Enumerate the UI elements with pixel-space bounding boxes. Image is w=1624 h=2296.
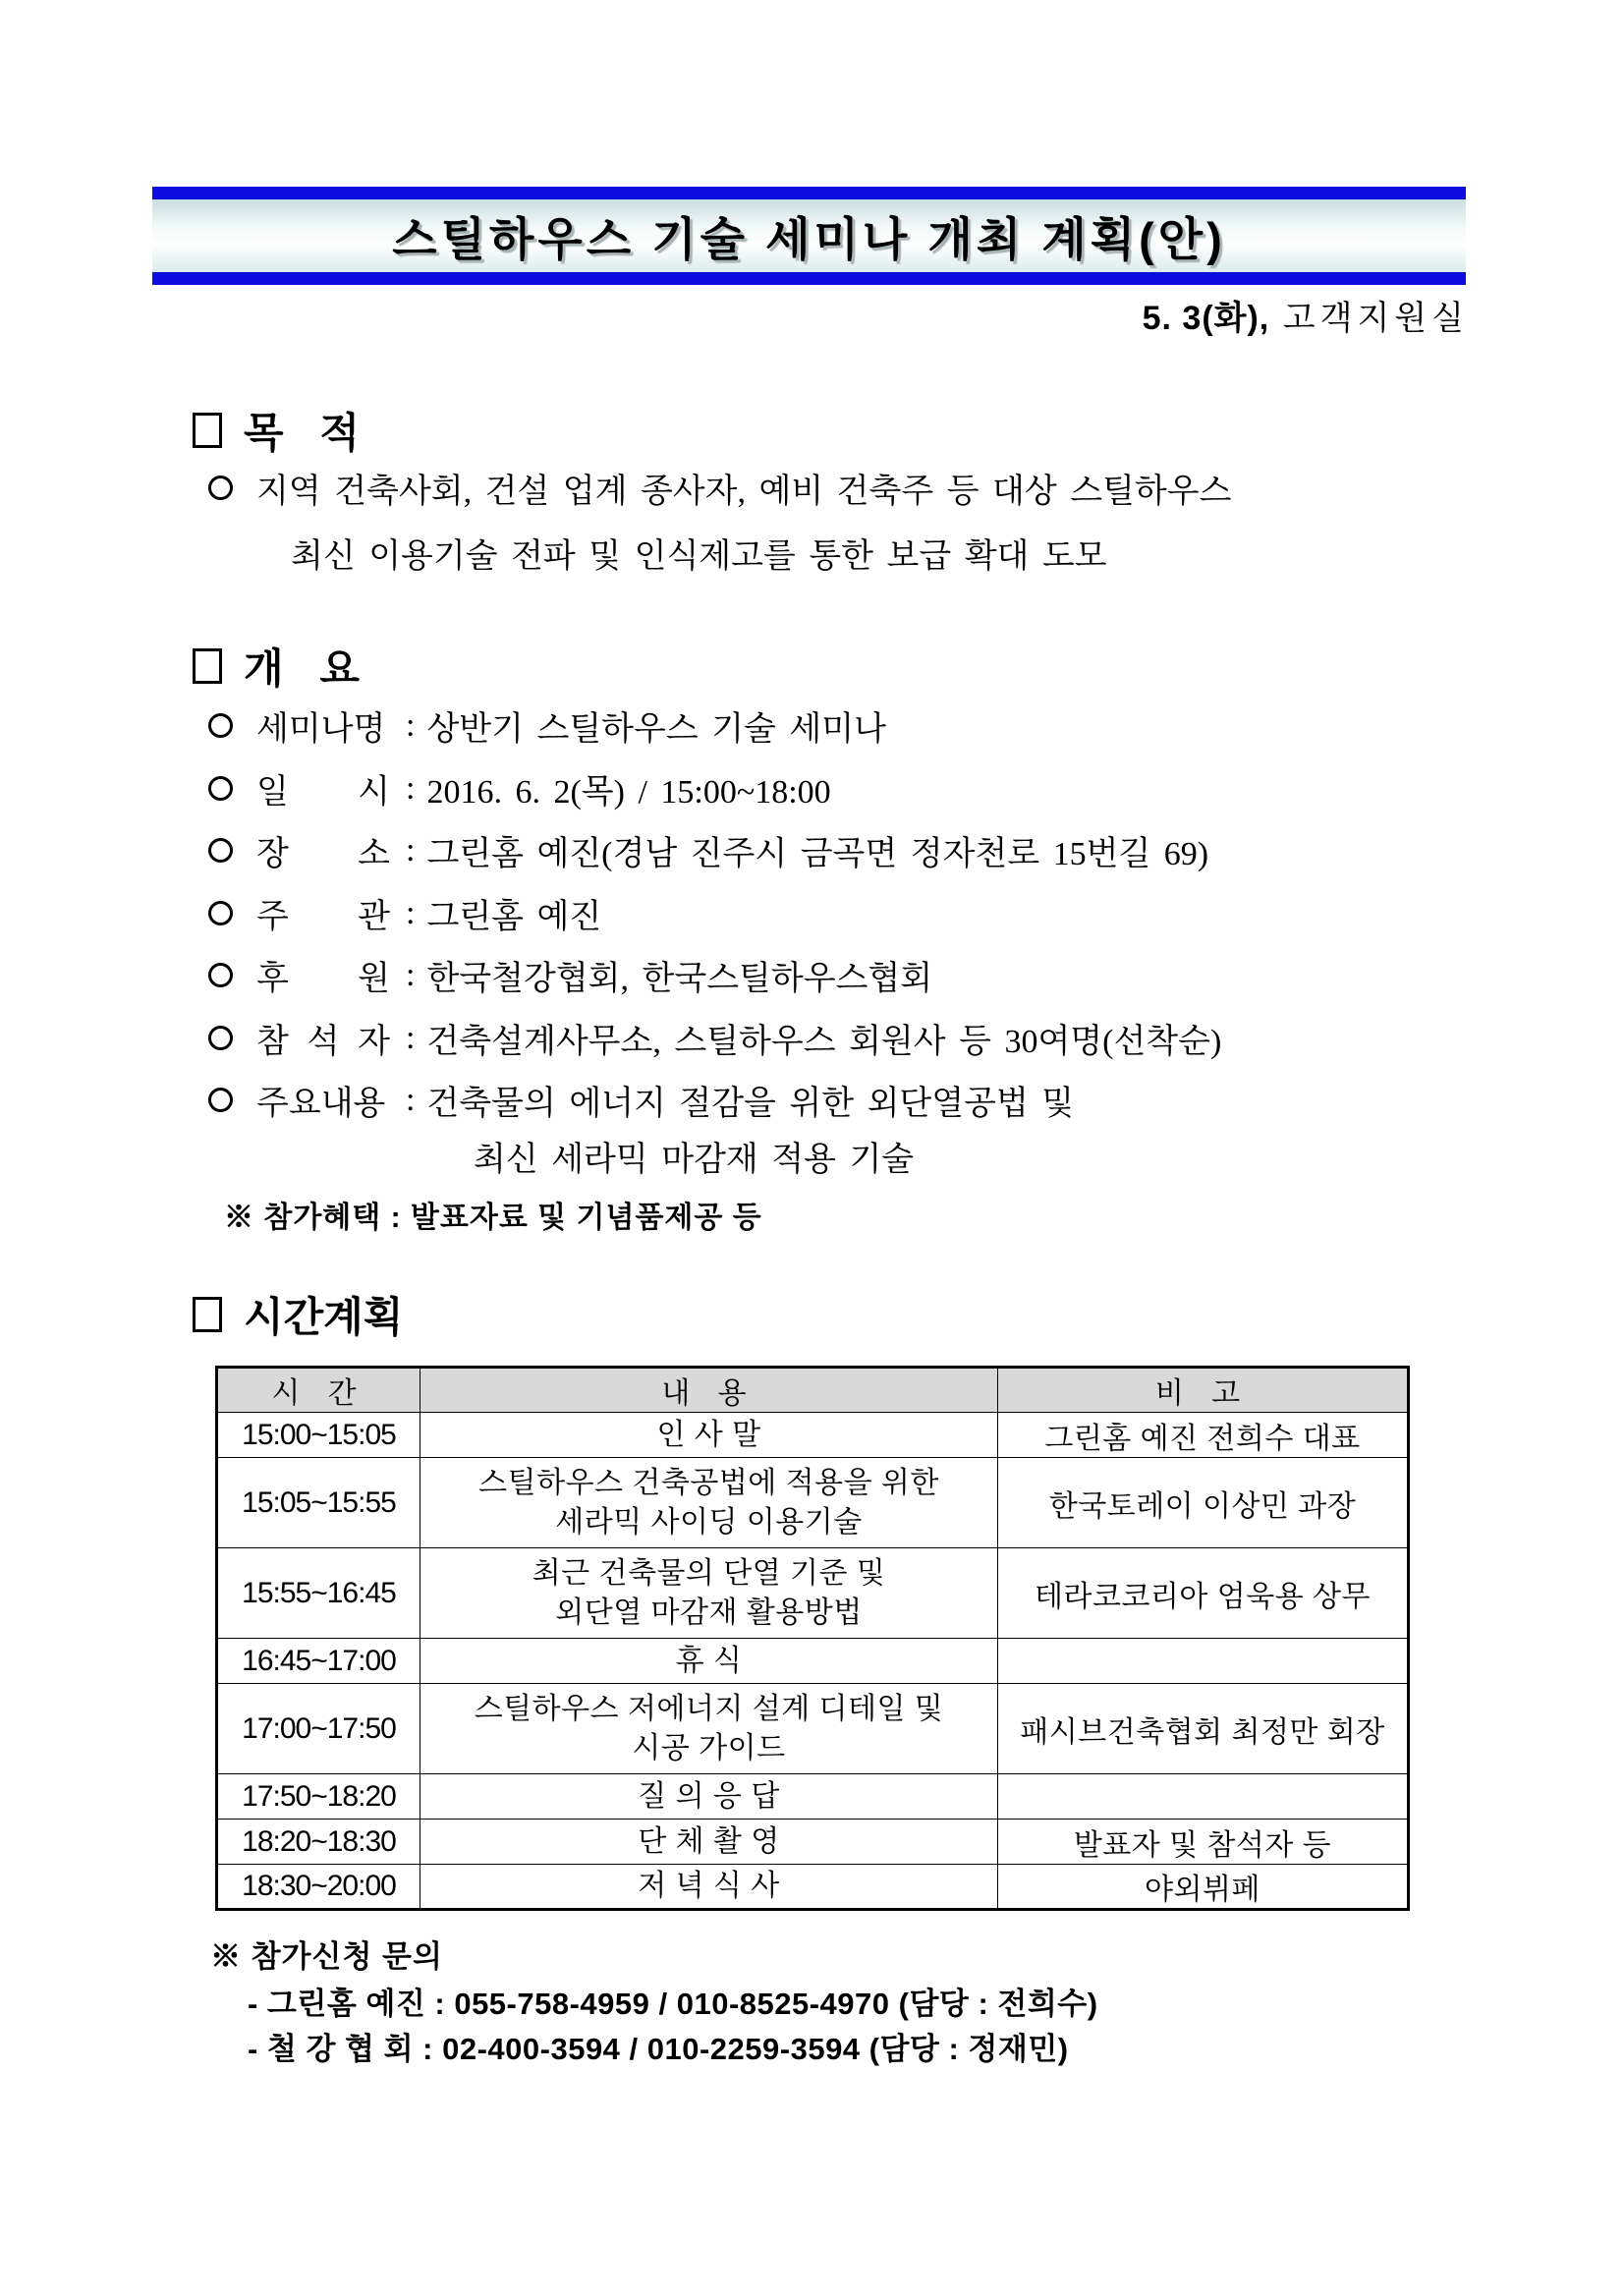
circle-bullet-icon — [208, 838, 233, 863]
content-cell — [420, 1865, 998, 1910]
item-label: 세미나명 — [256, 711, 386, 748]
content-cell — [420, 1413, 998, 1458]
content-cell — [420, 1458, 998, 1548]
table-row — [217, 1865, 1409, 1910]
content-cell — [420, 1820, 998, 1865]
column-header-time: 시 간 — [217, 1368, 420, 1413]
content-cell — [420, 1684, 998, 1774]
overview-heading — [193, 637, 360, 696]
content-line: 저 녁 식 사 — [638, 1870, 780, 1902]
banner-bottom-bar — [152, 272, 1466, 285]
colon-separator: : — [406, 1019, 416, 1056]
overview-main-content-continuation: 최신 세라믹 마감재 적용 기술 — [474, 1142, 915, 1178]
purpose-line-1 — [208, 464, 1231, 512]
content-cell — [420, 1774, 998, 1820]
column-header-note: 비 고 — [998, 1368, 1409, 1413]
note-cell: 테라코코리아 엄욱용 상무 — [998, 1548, 1409, 1639]
department-text: 고객지원실 — [1269, 301, 1469, 337]
note-cell: 그린홈 예진 전희수 대표 — [998, 1413, 1409, 1458]
content-line: 시공 가이드 — [632, 1731, 786, 1764]
banner-body — [152, 199, 1466, 272]
date-line — [152, 291, 1469, 339]
time-cell: 17:00~17:50 — [217, 1684, 420, 1774]
table-header-row — [217, 1368, 1409, 1413]
note-cell — [998, 1639, 1409, 1684]
circle-bullet-icon — [208, 476, 233, 500]
content-cell — [420, 1548, 998, 1639]
content-line: 단 체 촬 영 — [638, 1824, 780, 1858]
time-cell: 18:30~20:00 — [217, 1865, 420, 1910]
table-row — [217, 1820, 1409, 1865]
time-cell: 15:55~16:45 — [217, 1548, 420, 1639]
overview-item-datetime — [208, 764, 831, 812]
colon-separator: : — [406, 1081, 416, 1118]
item-value: 상반기 스틸하우스 기술 세미나 — [426, 711, 886, 748]
item-value: 2016. 6. 2(목) / 15:00~18:00 — [426, 774, 831, 811]
purpose-line-2: 최신 이용기술 전파 및 인식제고를 통한 보급 확대 도모 — [291, 538, 1107, 575]
item-label: 주요내용 — [256, 1086, 386, 1122]
content-line: 스틸하우스 저에너지 설계 디테일 및 — [474, 1692, 944, 1725]
circle-bullet-icon — [208, 901, 233, 925]
purpose-text-1: 지역 건축사회, 건설 업계 종사자, 예비 건축주 등 대상 스틸하우스 — [256, 474, 1232, 510]
table-row — [217, 1774, 1409, 1820]
circle-bullet-icon — [208, 963, 233, 987]
document-title: 스틸하우스 기술 세미나 개최 계획(안) — [392, 212, 1226, 265]
content-line: 질 의 응 답 — [638, 1779, 780, 1813]
content-line: 세라믹 사이딩 이용기술 — [555, 1505, 863, 1539]
circle-bullet-icon — [208, 713, 233, 738]
note-cell — [998, 1774, 1409, 1820]
circle-bullet-icon — [208, 776, 233, 801]
square-bullet-icon — [193, 1297, 222, 1332]
content-cell — [420, 1639, 998, 1684]
content-line: 외단열 마감재 활용방법 — [555, 1596, 863, 1629]
time-cell: 15:05~15:55 — [217, 1458, 420, 1548]
contact-line-greenhome: - 그린홈 예진 : 055-758-4959 / 010-8525-4970 (담당 : 전희수) — [248, 1987, 1098, 2021]
item-value: 그린홈 예진(경남 진주시 금곡면 정자천로 15번길 69) — [426, 836, 1209, 872]
benefit-note: ※ 참가혜택 : 발표자료 및 기념품제공 등 — [224, 1202, 762, 1234]
purpose-heading-label: 목 적 — [244, 410, 360, 456]
table-row — [217, 1639, 1409, 1684]
contact-heading: ※ 참가신청 문의 — [210, 1939, 443, 1974]
time-cell: 17:50~18:20 — [217, 1774, 420, 1820]
overview-item-attendees — [208, 1014, 1221, 1062]
colon-separator: : — [406, 831, 416, 868]
note-cell: 한국토레이 이상민 과장 — [998, 1458, 1409, 1548]
item-label: 일 시 — [256, 774, 390, 811]
content-line: 스틸하우스 건축공법에 적용을 위한 — [478, 1466, 939, 1499]
square-bullet-icon — [193, 413, 222, 448]
purpose-heading — [193, 401, 360, 460]
contact-line-steel-association: - 철 강 협 회 : 02-400-3594 / 010-2259-3594 (담당 : 정재민) — [248, 2032, 1069, 2066]
schedule-heading-label: 시간계획 — [244, 1294, 404, 1340]
circle-bullet-icon — [208, 1026, 233, 1050]
item-label: 주 관 — [256, 899, 390, 935]
item-value: 한국철강협회, 한국스틸하우스협회 — [426, 961, 933, 997]
overview-item-seminar-name — [208, 701, 886, 750]
overview-item-venue — [208, 826, 1208, 874]
overview-item-main-content — [208, 1076, 1074, 1124]
time-cell: 15:00~15:05 — [217, 1413, 420, 1458]
item-label: 장 소 — [256, 836, 390, 872]
note-cell: 패시브건축협회 최정만 회장 — [998, 1684, 1409, 1774]
table-row — [217, 1413, 1409, 1458]
item-label: 참 석 자 — [256, 1024, 390, 1060]
circle-bullet-icon — [208, 1088, 233, 1112]
colon-separator: : — [406, 894, 416, 931]
colon-separator: : — [406, 769, 416, 807]
time-cell: 16:45~17:00 — [217, 1639, 420, 1684]
item-value: 건축물의 에너지 절감을 위한 외단열공법 및 — [426, 1086, 1075, 1122]
column-header-content: 내 용 — [420, 1368, 998, 1413]
table-row — [217, 1684, 1409, 1774]
table-row — [217, 1548, 1409, 1639]
table-row — [217, 1458, 1409, 1548]
item-value: 그린홈 예진 — [426, 899, 602, 935]
content-line: 휴 식 — [675, 1644, 743, 1677]
note-cell: 발표자 및 참석자 등 — [998, 1820, 1409, 1865]
note-cell: 야외뷔페 — [998, 1865, 1409, 1910]
content-line: 최근 건축물의 단열 기준 및 — [532, 1556, 886, 1590]
title-banner — [152, 187, 1466, 285]
date-text: 5. 3(화), — [1142, 300, 1270, 337]
colon-separator: : — [406, 706, 416, 744]
item-value: 건축설계사무소, 스틸하우스 회원사 등 30여명(선착순) — [426, 1024, 1222, 1060]
overview-item-sponsor — [208, 951, 932, 999]
item-label: 후 원 — [256, 961, 390, 997]
schedule-heading — [193, 1285, 403, 1344]
overview-item-host — [208, 889, 601, 937]
time-cell: 18:20~18:30 — [217, 1820, 420, 1865]
square-bullet-icon — [193, 648, 222, 684]
colon-separator: : — [406, 956, 416, 993]
content-line: 인 사 말 — [656, 1418, 761, 1451]
schedule-table — [215, 1366, 1410, 1911]
overview-heading-label: 개 요 — [244, 645, 360, 692]
banner-top-bar — [152, 187, 1466, 199]
